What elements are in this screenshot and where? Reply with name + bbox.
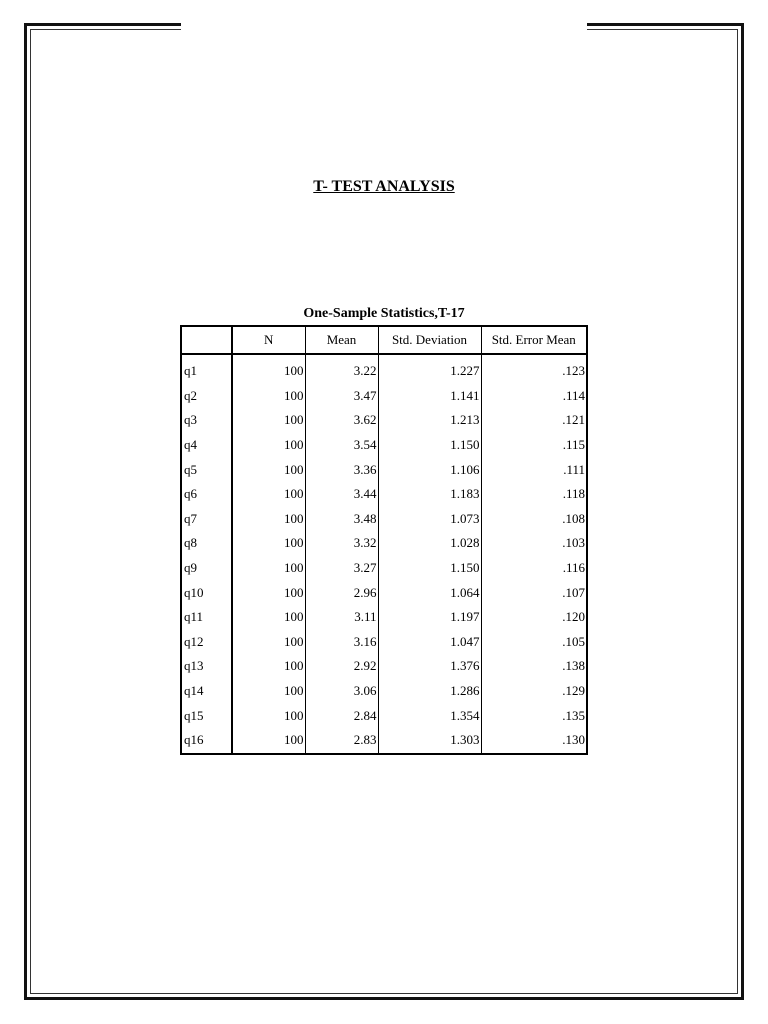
- cell-std-error-mean: .130: [481, 728, 587, 754]
- table-row: [181, 354, 587, 384]
- cell-mean: 3.44: [305, 482, 378, 507]
- cell-n: 100: [232, 728, 305, 754]
- cell-std-deviation: 1.354: [378, 703, 481, 728]
- cell-mean: 3.22: [305, 354, 378, 384]
- cell-mean: 3.54: [305, 433, 378, 458]
- cell-std-error-mean: .120: [481, 605, 587, 630]
- cell-std-deviation: 1.141: [378, 384, 481, 409]
- cell-std-deviation: 1.227: [378, 354, 481, 384]
- cell-std-deviation: 1.376: [378, 654, 481, 679]
- cell-std-deviation: 1.047: [378, 630, 481, 655]
- cell-std-deviation: 1.286: [378, 679, 481, 704]
- cell-n: 100: [232, 507, 305, 532]
- cell-mean: 3.48: [305, 507, 378, 532]
- cell-std-error-mean: .105: [481, 630, 587, 655]
- table-caption: One-Sample Statistics,T-17: [303, 306, 465, 321]
- cell-std-deviation: 1.106: [378, 457, 481, 482]
- cell-std-deviation: 1.028: [378, 531, 481, 556]
- column-header-std-deviation: Std. Deviation: [378, 326, 481, 354]
- cell-mean: 3.11: [305, 605, 378, 630]
- cell-n: 100: [232, 703, 305, 728]
- row-label: q12: [181, 630, 232, 655]
- cell-n: 100: [232, 408, 305, 433]
- row-label: q11: [181, 605, 232, 630]
- cell-std-error-mean: .111: [481, 457, 587, 482]
- column-header-label: [181, 326, 232, 354]
- row-label: q3: [181, 408, 232, 433]
- row-label: q14: [181, 679, 232, 704]
- cell-n: 100: [232, 482, 305, 507]
- table-body: [181, 354, 587, 754]
- table-row: [181, 482, 587, 507]
- table-row: [181, 654, 587, 679]
- column-header-std-error-mean: Std. Error Mean: [481, 326, 587, 354]
- cell-n: 100: [232, 531, 305, 556]
- cell-std-deviation: 1.183: [378, 482, 481, 507]
- row-label: q1: [181, 354, 232, 384]
- cell-mean: 2.84: [305, 703, 378, 728]
- row-label: q16: [181, 728, 232, 754]
- cell-std-deviation: 1.213: [378, 408, 481, 433]
- cell-std-error-mean: .114: [481, 384, 587, 409]
- cell-std-error-mean: .129: [481, 679, 587, 704]
- cell-n: 100: [232, 384, 305, 409]
- cell-n: 100: [232, 605, 305, 630]
- cell-std-deviation: 1.073: [378, 507, 481, 532]
- cell-mean: 3.32: [305, 531, 378, 556]
- row-label: q10: [181, 580, 232, 605]
- cell-mean: 2.96: [305, 580, 378, 605]
- cell-std-error-mean: .115: [481, 433, 587, 458]
- cell-mean: 3.36: [305, 457, 378, 482]
- cell-std-deviation: 1.150: [378, 433, 481, 458]
- cell-std-error-mean: .135: [481, 703, 587, 728]
- cell-n: 100: [232, 679, 305, 704]
- table-row: [181, 728, 587, 754]
- table-row: [181, 531, 587, 556]
- cell-std-deviation: 1.197: [378, 605, 481, 630]
- table-row: [181, 630, 587, 655]
- cell-n: 100: [232, 654, 305, 679]
- row-label: q9: [181, 556, 232, 581]
- cell-mean: 3.06: [305, 679, 378, 704]
- table-row: [181, 703, 587, 728]
- cell-n: 100: [232, 433, 305, 458]
- row-label: q4: [181, 433, 232, 458]
- table-row: [181, 408, 587, 433]
- cell-n: 100: [232, 580, 305, 605]
- row-label: q15: [181, 703, 232, 728]
- row-label: q6: [181, 482, 232, 507]
- cell-std-deviation: 1.150: [378, 556, 481, 581]
- table-row: [181, 580, 587, 605]
- cell-std-error-mean: .116: [481, 556, 587, 581]
- cell-std-error-mean: .103: [481, 531, 587, 556]
- cell-mean: 3.27: [305, 556, 378, 581]
- table-row: [181, 507, 587, 532]
- column-header-mean: Mean: [305, 326, 378, 354]
- cell-mean: 2.92: [305, 654, 378, 679]
- cell-std-error-mean: .108: [481, 507, 587, 532]
- cell-n: 100: [232, 354, 305, 384]
- table-row: [181, 679, 587, 704]
- cell-mean: 3.47: [305, 384, 378, 409]
- table-row: [181, 605, 587, 630]
- cell-std-deviation: 1.064: [378, 580, 481, 605]
- cell-mean: 3.16: [305, 630, 378, 655]
- cell-mean: 2.83: [305, 728, 378, 754]
- table-header-row: [181, 326, 587, 354]
- table-row: [181, 556, 587, 581]
- table-row: [181, 457, 587, 482]
- cell-n: 100: [232, 556, 305, 581]
- row-label: q13: [181, 654, 232, 679]
- row-label: q2: [181, 384, 232, 409]
- border-gap: [181, 18, 587, 34]
- cell-std-error-mean: .123: [481, 354, 587, 384]
- cell-mean: 3.62: [305, 408, 378, 433]
- cell-n: 100: [232, 457, 305, 482]
- row-label: q7: [181, 507, 232, 532]
- row-label: q5: [181, 457, 232, 482]
- row-label: q8: [181, 531, 232, 556]
- one-sample-statistics-table: [180, 325, 588, 755]
- table-row: [181, 433, 587, 458]
- cell-std-error-mean: .138: [481, 654, 587, 679]
- cell-n: 100: [232, 630, 305, 655]
- page-title: T- TEST ANALYSIS: [313, 178, 455, 195]
- cell-std-deviation: 1.303: [378, 728, 481, 754]
- cell-std-error-mean: .107: [481, 580, 587, 605]
- table-row: [181, 384, 587, 409]
- cell-std-error-mean: .121: [481, 408, 587, 433]
- cell-std-error-mean: .118: [481, 482, 587, 507]
- column-header-n: N: [232, 326, 305, 354]
